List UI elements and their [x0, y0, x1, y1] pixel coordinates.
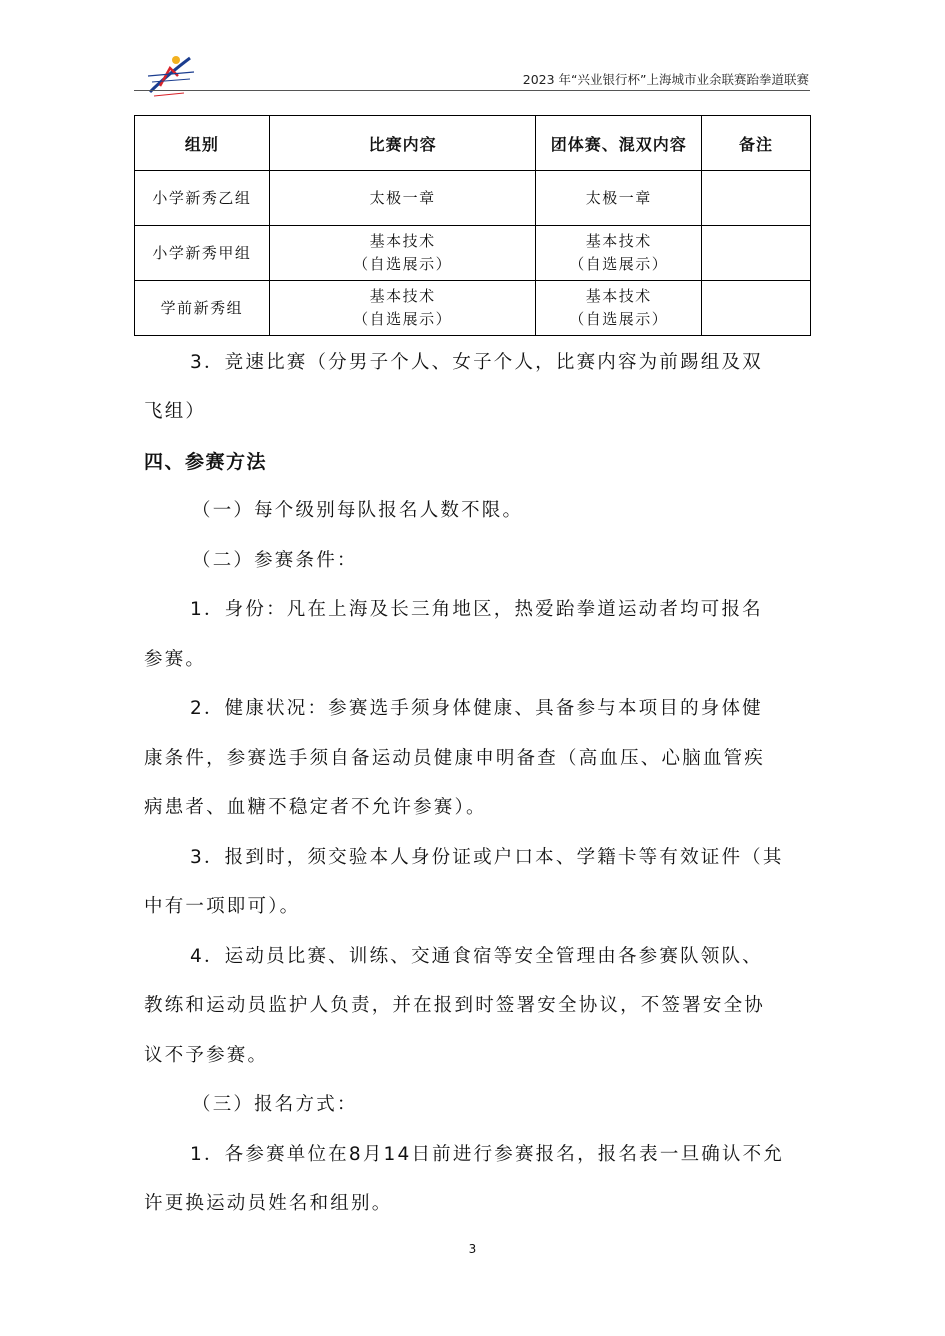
cell-team: [536, 171, 702, 226]
paragraph-line: 教练和运动员监护人负责，并在报到时签署安全协议，不签署安全协: [144, 995, 766, 1016]
cell-content: [269, 281, 536, 336]
cell-team-line: （自选展示）: [569, 310, 669, 328]
cell-team-line: 基本技术: [585, 287, 652, 305]
cell-content: [269, 171, 536, 226]
cell-content-line: （自选展示）: [353, 255, 453, 273]
cell-content: [269, 226, 536, 281]
table-row: [135, 226, 811, 281]
cell-content-line: （自选展示）: [353, 310, 453, 328]
paragraph-line: 1．身份：凡在上海及长三角地区，热爱跆拳道运动者均可报名: [190, 599, 763, 620]
cell-content-line: 基本技术: [369, 232, 436, 250]
paragraph-line: 3．报到时，须交验本人身份证或户口本、学籍卡等有效证件（其: [190, 847, 784, 868]
paragraph-line: 1．各参赛单位在8月14日前进行参赛报名，报名表一旦确认不允: [190, 1144, 785, 1165]
paragraph-line: 议不予参赛。: [144, 1045, 269, 1066]
table-row: [135, 281, 811, 336]
cell-content-line: 基本技术: [369, 287, 436, 305]
page-number: 3: [468, 1242, 477, 1256]
cell-group: 小学新秀乙组: [135, 171, 270, 226]
paragraph-line: 康条件，参赛选手须自备运动员健康申明备查（高血压、心脑血管疾: [144, 748, 766, 769]
cell-group: 小学新秀甲组: [135, 226, 270, 281]
paragraph-line: 飞组）: [144, 401, 207, 422]
table-row: [135, 171, 811, 226]
paragraph-line: 病患者、血糖不稳定者不允许参赛）。: [144, 797, 487, 818]
paragraph-line: 中有一项即可）。: [144, 896, 301, 917]
cell-team: [536, 281, 702, 336]
paragraph-line: （三）报名方式：: [192, 1094, 358, 1115]
cell-team: [536, 226, 702, 281]
paragraph-line: 2．健康状况：参赛选手须身体健康、具备参与本项目的身体健: [190, 698, 763, 719]
paragraph-line: 3．竞速比赛（分男子个人、女子个人，比赛内容为前踢组及双: [190, 352, 763, 373]
paragraph-line: 4．运动员比赛、训练、交通食宿等安全管理由各参赛队领队、: [190, 946, 763, 967]
cell-team-line: （自选展示）: [569, 255, 669, 273]
col-header-remark: 备注: [702, 116, 811, 171]
cell-remark: [702, 281, 811, 336]
col-header-content: 比赛内容: [269, 116, 536, 171]
cell-remark: [702, 226, 811, 281]
col-header-group: 组别: [135, 116, 270, 171]
cell-group: 学前新秀组: [135, 281, 270, 336]
cell-remark: [702, 171, 811, 226]
table-header-row: [135, 116, 811, 171]
cell-team-line: 基本技术: [585, 232, 652, 250]
header-divider: [134, 90, 810, 91]
header-title: 2023 年“兴业银行杯”上海城市业余联赛跆拳道联赛: [522, 72, 809, 87]
paragraph-line: （一）每个级别每队报名人数不限。: [192, 500, 524, 521]
cell-team-line: 太极一章: [585, 188, 652, 207]
paragraph-line: 参赛。: [144, 649, 207, 670]
cell-content-line: 太极一章: [369, 188, 436, 207]
col-header-team: 团体赛、混双内容: [536, 116, 702, 171]
shanghai-amateur-games-logo: [140, 46, 202, 102]
paragraph-line: （二）参赛条件：: [192, 550, 358, 571]
section-heading: 四、参赛方法: [144, 451, 268, 473]
paragraph-line: 许更换运动员姓名和组别。: [144, 1193, 393, 1214]
competition-table: [134, 115, 811, 336]
